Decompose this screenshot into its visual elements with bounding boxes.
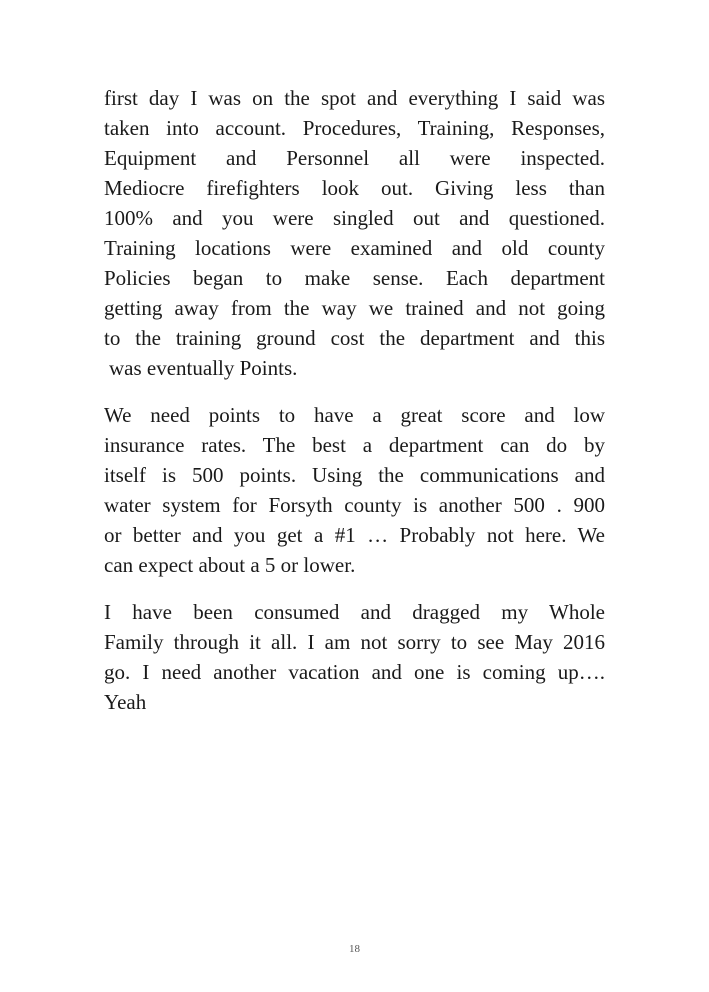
text-line: I have been consumed and dragged my Whole xyxy=(104,600,605,624)
text-line: Mediocre firefighters look out. Giving less than xyxy=(104,176,605,200)
text-line: can expect about a 5 or lower. xyxy=(104,553,356,577)
body-text xyxy=(104,83,605,734)
text-line: Family through it all. I am not sorry to see May 2016 xyxy=(104,630,605,654)
text-line: Equipment and Personnel all were inspected. xyxy=(104,146,605,170)
paragraph-1 xyxy=(104,83,605,383)
paragraph-2 xyxy=(104,400,605,580)
page-number: 18 xyxy=(349,943,360,955)
text-line: first day I was on the spot and everything I said was xyxy=(104,86,605,110)
text-line: to the training ground cost the department and this xyxy=(104,326,605,350)
text-line: was eventually Points. xyxy=(109,356,298,380)
text-line: taken into account. Procedures, Training, Responses, xyxy=(104,116,605,140)
text-line: or better and you get a #1 … Probably not here. We xyxy=(104,523,605,547)
text-line: Policies began to make sense. Each department xyxy=(104,266,605,290)
text-line: getting away from the way we trained and not going xyxy=(104,296,605,320)
text-line: insurance rates. The best a department can do by xyxy=(104,433,605,457)
text-line: We need points to have a great score and low xyxy=(104,403,605,427)
text-line: Yeah xyxy=(104,690,147,714)
text-line: 100% and you were singled out and questioned. xyxy=(104,206,605,230)
text-line: water system for Forsyth county is another 500 . 900 xyxy=(104,493,605,517)
text-line: itself is 500 points. Using the communications and xyxy=(104,463,605,487)
text-line: go. I need another vacation and one is coming up…. xyxy=(104,660,605,684)
text-line: Training locations were examined and old county xyxy=(104,236,605,260)
paragraph-3 xyxy=(104,597,605,717)
